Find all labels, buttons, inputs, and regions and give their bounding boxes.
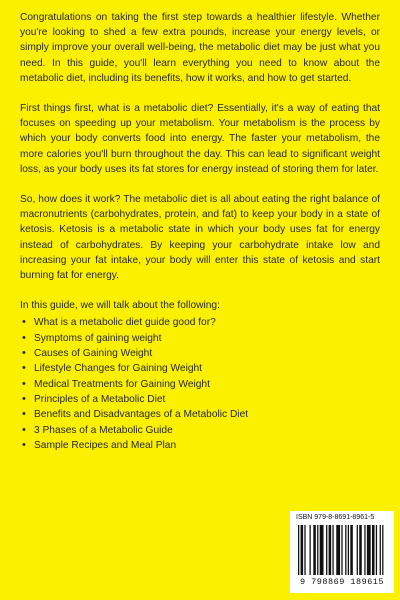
barcode-bar	[376, 525, 377, 575]
paragraph-intro: Congratulations on taking the first step towards a healthier lifestyle. Whether you're looking to shed a few extra pounds, increase your energy levels, or simply improve your overall well-being, the metabolic diet may be just what you need. In this guide, you'll learn everything you need to know about the metabolic diet, including its benefits, how it works, and how to get started.	[20, 12, 380, 84]
barcode-bar	[357, 525, 358, 575]
list-item: • Symptoms of gaining weight	[20, 331, 380, 346]
list-item: • What is a metabolic diet guide good for?	[20, 315, 380, 330]
paragraph-how-it-works: So, how does it work? The metabolic diet is all about eating the right balance of macronutrients (carbohydrates, protein, and fat) to keep your body in a state of ketosis. Ketosis is a metabolic state in which your body uses fat for energy instead of carbohydrates. By keeping your carbohydrate intake low and increasing your fat intake, your body will enter this state of ketosis and start burning fat for energy.	[20, 194, 380, 282]
list-item: • 3 Phases of a Metabolic Guide	[20, 423, 380, 438]
barcode-bar	[336, 525, 340, 575]
barcode-bar	[317, 525, 318, 575]
list-item: • Benefits and Disadvantages of a Metabolic Diet	[20, 407, 380, 422]
barcode-bar	[380, 525, 381, 575]
barcode-bar	[367, 525, 371, 575]
barcode-number: 9 798869 189615	[299, 577, 384, 587]
paragraph-what-is: First things first, what is a metabolic diet? Essentially, it's a way of eating that focuses on speeding up your metabolism. Your metabolism is the process by which your body converts food into energy. The faster your metabolism, the more calories you'll burn throughout the day. This can lead to significant weight loss, as your body uses its fat stores for energy instead of storing them for later.	[20, 103, 380, 175]
barcode-bar	[298, 525, 299, 575]
list-item: • Sample Recipes and Meal Plan	[20, 438, 380, 453]
list-item: • Medical Treatments for Gaining Weight	[20, 377, 380, 392]
topics-intro: In this guide, we will talk about the following:	[20, 300, 220, 312]
barcode-bar	[309, 525, 310, 575]
barcode-bar	[350, 525, 353, 575]
barcode-bar	[320, 525, 324, 575]
barcode-bar	[341, 525, 342, 575]
isbn-barcode	[290, 511, 394, 593]
barcode-bar	[359, 525, 362, 575]
barcode-bar	[329, 525, 332, 575]
barcode-bar	[364, 525, 365, 575]
barcode-bar	[345, 525, 346, 575]
list-item: • Lifestyle Changes for Gaining Weight	[20, 361, 380, 376]
back-cover-text	[20, 10, 380, 453]
barcode-bar	[304, 525, 305, 575]
topics-list	[20, 315, 380, 453]
barcode-bar	[326, 525, 327, 575]
list-item: • Principles of a Metabolic Diet	[20, 392, 380, 407]
barcode-bar	[313, 525, 316, 575]
isbn-label: ISBN 979-8-8691-8961-5	[296, 514, 375, 521]
barcode-bar	[332, 525, 333, 575]
barcode-bar	[301, 525, 304, 575]
barcode-bar	[382, 525, 383, 575]
barcode-bar	[372, 525, 375, 575]
barcode-bar	[348, 525, 349, 575]
list-item: • Causes of Gaining Weight	[20, 346, 380, 361]
barcode-icon	[298, 525, 386, 575]
